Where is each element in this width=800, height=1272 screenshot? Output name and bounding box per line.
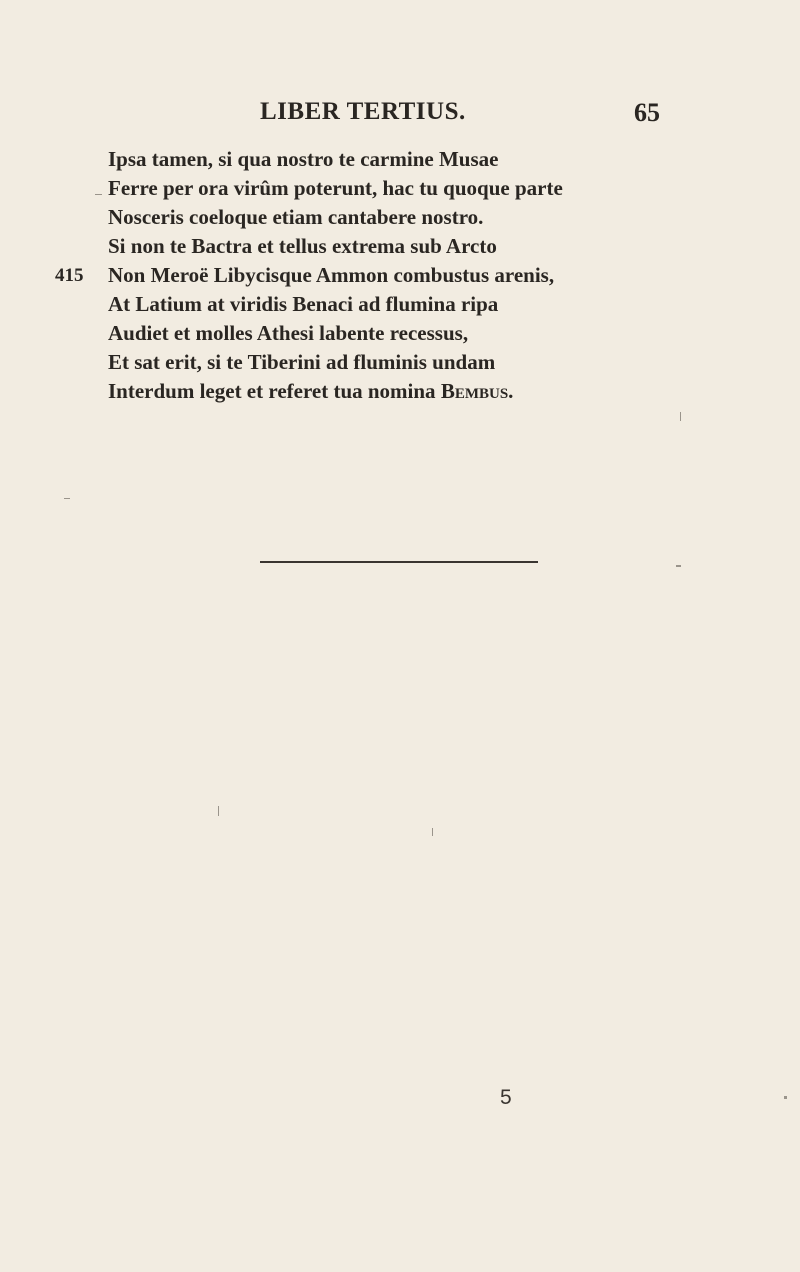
verse-line (108, 232, 728, 261)
verse-text: Non Meroë Libycisque Ammon combustus arenis, (108, 263, 555, 287)
print-speck (432, 828, 433, 836)
print-speck (680, 412, 681, 421)
print-speck (95, 194, 102, 195)
print-speck (676, 565, 681, 567)
running-head: LIBER TERTIUS. (260, 98, 466, 125)
author-name: Bembus. (440, 379, 514, 403)
verse-line (108, 145, 728, 174)
verse-text: Ipsa tamen, si qua nostro te carmine Musae (108, 147, 499, 171)
page-number: 65 (634, 98, 660, 127)
verse-line (108, 174, 728, 203)
print-speck (784, 1096, 787, 1099)
verse-text: At Latium at viridis Benaci ad flumina ripa (108, 292, 499, 316)
verse-line (108, 290, 728, 319)
print-speck (218, 806, 219, 816)
line-number: 415 (55, 265, 84, 286)
verse-line (108, 319, 728, 348)
verse-line (108, 203, 728, 232)
end-rule (260, 561, 538, 563)
verse-text: Nosceris coeloque etiam cantabere nostro. (108, 205, 484, 229)
verse-line (55, 261, 728, 290)
page-header (260, 98, 660, 138)
verse-text: Si non te Bactra et tellus extrema sub Arcto (108, 234, 497, 258)
signature-mark: 5 (500, 1086, 512, 1109)
poem-verses (55, 145, 728, 406)
verse-text: Audiet et molles Athesi labente recessus, (108, 321, 469, 345)
print-speck (64, 498, 70, 499)
verse-line (108, 348, 728, 377)
verse-text: Interdum leget et referet tua nomina (108, 379, 436, 403)
verse-text: Ferre per ora virûm poterunt, hac tu quoque parte (108, 176, 563, 200)
verse-text: Et sat erit, si te Tiberini ad fluminis undam (108, 350, 496, 374)
verse-line (108, 377, 728, 406)
